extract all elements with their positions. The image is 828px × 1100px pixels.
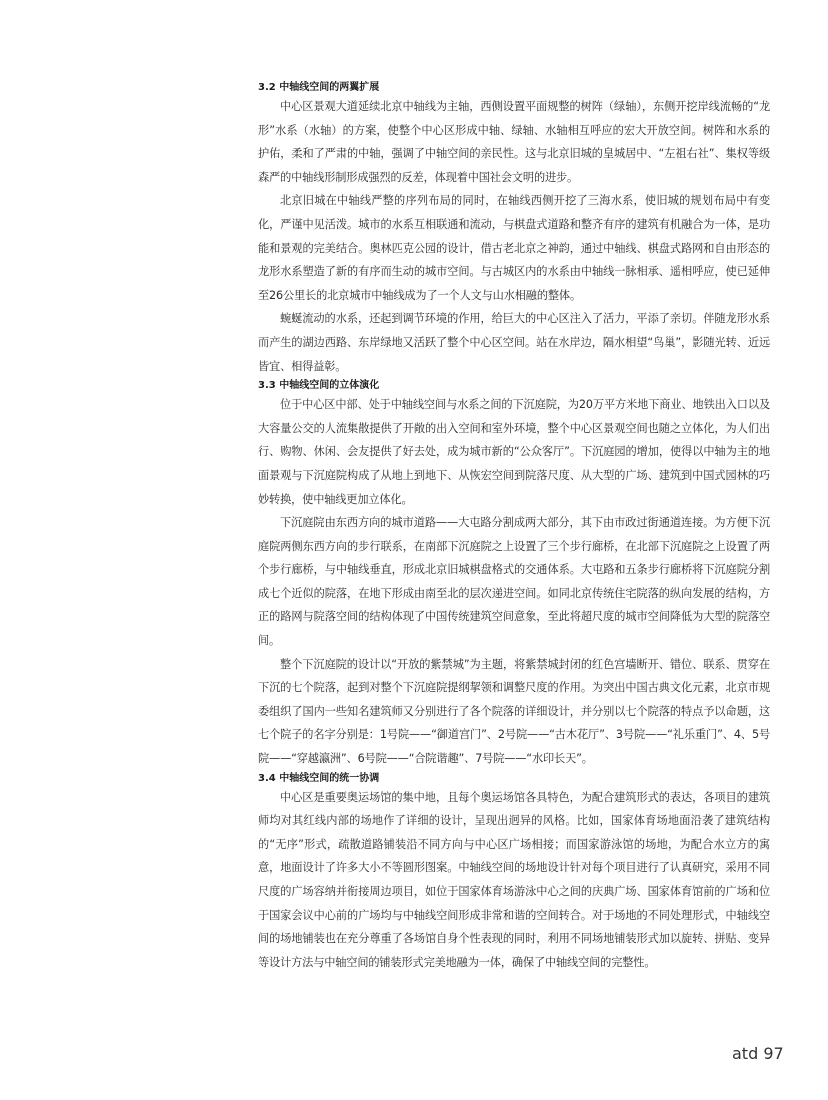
section-heading: 3.3 中轴线空间的立体演化 [258, 380, 380, 392]
section-3-4 [258, 771, 770, 975]
article-body [258, 80, 770, 974]
paragraph: 蜿蜒流动的水系，还起到调节环境的作用，给巨大的中心区注入了活力，平添了亲切。伴随龙形水系而产生的湖边西路、东岸绿地又活跃了整个中心区空间。站在水岸边，隔水相望“鸟巢”，影随光转、近远皆宜、相得益彰。 [258, 312, 770, 373]
paragraph: 位于中心区中部、处于中轴线空间与水系之间的下沉庭院，为20万平方米地下商业、地铁出入口以及大容量公交的人流集散提供了开敞的出入空间和室外环境，整个中心区景观空间也随之立体化，为人们出行、购物、休闲、会友提供了好去处，成为城市新的“公众客厅”。下沉庭园的增加，使得以中轴为主的地面景观与下沉庭院构成了从地上到地下、从恢宏空间到院落尺度、从大型的广场、建筑到中国式园林的巧妙转换，使中轴线更加立体化。 [258, 398, 770, 506]
paragraph: 整个下沉庭院的设计以“开放的紫禁城”为主题，将紫禁城封闭的红色宫墙断开、错位、联系、贯穿在下沉的七个院落，起到对整个下沉庭院提纲挈领和调整尺度的作用。为突出中国古典文化元素，北京市规委组织了国内一些知名建筑师又分别进行了各个院落的详细设计，并分别以七个院落的特点予以命题，这七个院子的名字分别是：1号院——“御道宫门”、2号院——“古木花厅”、3号院——“礼乐重门”、4、5号院——“穿越瀛洲”、6号院——“合院谐趣”、7号院——“水印长天”。 [258, 657, 770, 766]
section-heading: 3.2 中轴线空间的两翼扩展 [258, 82, 380, 93]
section-heading: 3.4 中轴线空间的统一协调 [258, 772, 380, 784]
section-3-2 [258, 80, 770, 378]
paragraph: 中心区景观大道延续北京中轴线为主轴，西侧设置平面规整的树阵（绿轴），东侧开挖岸线流畅的“龙形”水系（水轴）的方案，使整个中心区形成中轴、绿轴、水轴相互呼应的宏大开放空间。树阵和水系的护佑，柔和了严肃的中轴，强调了中轴空间的亲民性。这与北京旧城的皇城居中、“左祖右社”、集权等级森严的中轴线形制形成强烈的反差，体现着中国社会文明的进步。 [258, 100, 770, 184]
paragraph: 北京旧城在中轴线严整的序列布局的同时，在轴线西侧开挖了三海水系，使旧城的规划布局中有变化，严谨中见活泼。城市的水系互相联通和流动，与棋盘式道路和整齐有序的建筑有机融合为一体，是功能和景观的完美结合。奥林匹克公园的设计，借古老北京之神韵，通过中轴线、棋盘式路网和自由形态的龙形水系塑造了新的有序而生动的城市空间。与古城区内的水系由中轴线一脉相承、遥相呼应，使已延伸至26公里长的北京城市中轴线成为了一个人文与山水相融的整体。 [258, 194, 770, 302]
page-number: atd 97 [732, 1044, 784, 1063]
section-3-3 [258, 378, 770, 771]
paragraph: 中心区是重要奥运场馆的集中地，且每个奥运场馆各具特色，为配合建筑形式的表达，各项目的建筑师均对其红线内部的场地作了详细的设计，呈现出迥异的风格。比如，国家体育场地面沿袭了建筑结构的“无序”形式，疏散道路铺装沿不同方向与中心区广场相接；而国家游泳馆的场地，为配合水立方的寓意，地面设计了许多大小不等圆形图案。中轴线空间的场地设计针对每个项目进行了认真研究，采用不同尺度的广场容纳并衔接周边项目，如位于国家体育场游泳中心之间的庆典广场、国家体育馆前的广场和位于国家会议中心前的广场均与中轴线空间形成非常和谐的空间转合。对于场地的不同处理形式，中轴线空间的场地铺装也在充分尊重了各场馆自身个性表现的同时，利用不同场地铺装形式加以旋转、拼贴、变异等设计方法与中轴空间的铺装形式完美地融为一体，确保了中轴线空间的完整性。 [258, 790, 770, 969]
paragraph: 下沉庭院由东西方向的城市道路——大屯路分割成两大部分，其下由市政过街通道连接。为方便下沉庭院两侧东西方向的步行联系，在南部下沉庭院之上设置了三个步行廊桥，在北部下沉庭院之上设置了两个步行廊桥，与中轴线垂直，形成北京旧城棋盘格式的交通体系。大屯路和五条步行廊桥将下沉庭院分割成七个近似的院落，在地下形成由南至北的层次递进空间。如同北京传统住宅院落的纵向发展的结构，方正的路网与院落空间的结构体现了中国传统建筑空间意象，至此将超尺度的城市空间降低为大型的院落空间。 [258, 516, 770, 648]
